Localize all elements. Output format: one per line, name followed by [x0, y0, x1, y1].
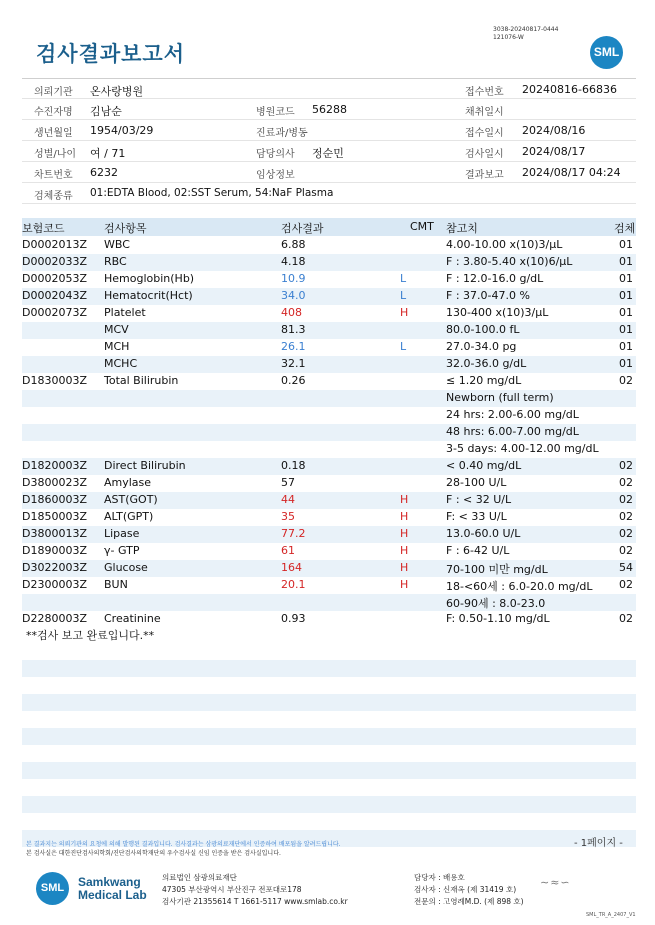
- cell-code: D0002053Z: [22, 272, 87, 285]
- cell-specimen: 01: [619, 272, 633, 285]
- cell-code: D0002033Z: [22, 255, 87, 268]
- cell-test-name: MCH: [104, 340, 130, 353]
- cell-reference: 60-90세 : 8.0-23.0: [446, 597, 546, 610]
- cell-result: 81.3: [281, 323, 306, 336]
- table-row: [22, 322, 636, 339]
- table-row: [22, 526, 636, 543]
- table-row: [22, 390, 636, 407]
- header-reference: 참고치: [446, 222, 478, 235]
- institution-label: 의뢰기관: [34, 87, 73, 98]
- table-row: [22, 543, 636, 560]
- cell-cmt-flag: H: [400, 510, 409, 523]
- table-row: [22, 254, 636, 271]
- footer-brand: [78, 876, 147, 902]
- empty-stripe: [22, 694, 636, 711]
- receipt-no-value: 20240816-66836: [522, 83, 617, 96]
- cell-result: 10.9: [281, 272, 306, 285]
- cell-cmt-flag: H: [400, 527, 409, 540]
- cell-test-name: Hemoglobin(Hb): [104, 272, 195, 285]
- table-row: [22, 356, 636, 373]
- test-date-label: 검사일시: [465, 149, 504, 160]
- hospital-code-label: 병원코드: [256, 107, 295, 118]
- receipt-date-label: 접수일시: [465, 128, 504, 139]
- table-row: [22, 441, 636, 458]
- cell-result: 77.2: [281, 527, 306, 540]
- cell-result: 34.0: [281, 289, 306, 302]
- cell-reference: F : 12.0-16.0 g/dL: [446, 272, 544, 285]
- cell-code: D1830003Z: [22, 374, 87, 387]
- cell-reference: 70-100 미만 mg/dL: [446, 563, 548, 576]
- cell-cmt-flag: L: [400, 272, 407, 285]
- table-row: [22, 509, 636, 526]
- cell-result: 35: [281, 510, 295, 523]
- cell-reference: 28-100 U/L: [446, 476, 507, 489]
- cell-reference: 130-400 x(10)3/μL: [446, 306, 549, 319]
- cell-test-name: ALT(GPT): [104, 510, 154, 523]
- table-row: [22, 373, 636, 390]
- cell-code: D1860003Z: [22, 493, 87, 506]
- header-test-name: 검사항목: [104, 222, 147, 235]
- cell-specimen: 01: [619, 323, 633, 336]
- receipt-no-label: 접수번호: [465, 87, 504, 98]
- cell-reference: 4.00-10.00 x(10)3/μL: [446, 238, 563, 251]
- signature-image: ∼≈∽: [540, 876, 571, 889]
- cell-specimen: 02: [619, 578, 633, 591]
- cell-code: D1850003Z: [22, 510, 87, 523]
- cell-specimen: 01: [619, 340, 633, 353]
- dept-label: 진료과/병동: [256, 128, 308, 139]
- cell-test-name: Direct Bilirubin: [104, 459, 186, 472]
- cell-cmt-flag: H: [400, 578, 409, 591]
- cell-reference: 80.0-100.0 fL: [446, 323, 520, 336]
- info-row-dob: [22, 120, 636, 141]
- cell-test-name: γ- GTP: [104, 544, 140, 557]
- table-row: [22, 458, 636, 475]
- cell-reference: 13.0-60.0 U/L: [446, 527, 521, 540]
- report-title: 검사결과보고서: [36, 42, 186, 66]
- info-row-name: [22, 99, 636, 120]
- table-row: [22, 237, 636, 254]
- cell-reference: F : 3.80-5.40 x(10)6/μL: [446, 255, 573, 268]
- cell-specimen: 02: [619, 476, 633, 489]
- table-row: [22, 305, 636, 322]
- table-row: [22, 594, 636, 611]
- cell-cmt-flag: H: [400, 493, 409, 506]
- cell-test-name: MCHC: [104, 357, 138, 370]
- collection-date-label: 채취일시: [465, 107, 504, 118]
- cell-reference: 48 hrs: 6.00-7.00 mg/dL: [446, 425, 579, 438]
- specimen-label: 검체종류: [34, 191, 73, 202]
- footer-addr-2: 47305 부산광역시 부산진구 전포대로178: [162, 885, 302, 894]
- cell-cmt-flag: H: [400, 544, 409, 557]
- cell-code: D3800013Z: [22, 527, 87, 540]
- footer-brand-line2: Medical Lab: [78, 888, 147, 902]
- footer-address: [162, 872, 348, 908]
- sex-age-label: 성별/나이: [34, 149, 77, 160]
- footer-note-1: 본 결과지는 의뢰기관의 요청에 의해 발행된 결과입니다. 검사결과는 삼광의료재단에서 인증하여 배포됨을 알려드립니다.: [26, 841, 341, 848]
- footer-staff: [414, 872, 524, 908]
- header-result: 검사결과: [281, 222, 324, 235]
- institution-value: 온사랑병원: [90, 85, 144, 98]
- cell-specimen: 01: [619, 306, 633, 319]
- doctor-label: 담당의사: [256, 149, 295, 160]
- cell-reference: 24 hrs: 2.00-6.00 mg/dL: [446, 408, 579, 421]
- empty-stripe: [22, 762, 636, 779]
- document-id-line2: 121076-W: [493, 34, 524, 41]
- cell-cmt-flag: L: [400, 289, 407, 302]
- table-row: [22, 407, 636, 424]
- header-code: 보험코드: [22, 222, 65, 235]
- info-row-institution: [22, 78, 636, 99]
- header-cmt: CMT: [410, 220, 434, 233]
- table-row: [22, 424, 636, 441]
- footer-addr-3: 검사기관 21355614 T 1661-5117 www.smlab.co.kr: [162, 897, 348, 906]
- footer-staff-1: 담당자 : 배용호: [414, 873, 465, 882]
- clinical-label: 임상정보: [256, 170, 295, 181]
- cell-result: 4.18: [281, 255, 306, 268]
- cell-test-name: Total Bilirubin: [104, 374, 179, 387]
- cell-cmt-flag: H: [400, 306, 409, 319]
- page-number: - 1페이지 -: [574, 838, 623, 849]
- table-row: [22, 475, 636, 492]
- table-row: [22, 339, 636, 356]
- cell-specimen: 01: [619, 255, 633, 268]
- cell-reference: 3-5 days: 4.00-12.00 mg/dL: [446, 442, 599, 455]
- cell-code: D3022003Z: [22, 561, 87, 574]
- report-complete-note: **검사 보고 완료입니다.**: [26, 629, 155, 642]
- cell-reference: 18-<60세 : 6.0-20.0 mg/dL: [446, 580, 593, 593]
- empty-stripe: [22, 796, 636, 813]
- cell-result: 0.26: [281, 374, 306, 387]
- cell-code: D0002013Z: [22, 238, 87, 251]
- cell-reference: F: < 33 U/L: [446, 510, 507, 523]
- cell-specimen: 54: [619, 561, 633, 574]
- cell-test-name: WBC: [104, 238, 130, 251]
- cell-specimen: 02: [619, 374, 633, 387]
- footer-notes: [26, 840, 341, 858]
- cell-result: 32.1: [281, 357, 306, 370]
- cell-specimen: 02: [619, 510, 633, 523]
- report-date-value: 2024/08/17 04:24: [522, 166, 621, 179]
- footer-addr-1: 의료법인 삼광의료재단: [162, 873, 237, 882]
- cell-result: 20.1: [281, 578, 306, 591]
- table-row: [22, 577, 636, 594]
- cell-code: D1820003Z: [22, 459, 87, 472]
- cell-reference: ≤ 1.20 mg/dL: [446, 374, 522, 387]
- document-id-line1: 3038-20240817-0444: [493, 26, 559, 33]
- results-table-header: [22, 218, 636, 236]
- footer-staff-2: 검사자 : 신재옥 (제 31419 호): [414, 885, 517, 894]
- document-id: [493, 26, 558, 42]
- cell-specimen: 02: [619, 527, 633, 540]
- cell-cmt-flag: L: [400, 340, 407, 353]
- footer-note-2: 본 검사실은 대한진단검사의학회/진단검사의학재단의 우수검사실 신임 인증을 받은 검사실입니다.: [26, 850, 281, 857]
- cell-test-name: Lipase: [104, 527, 140, 540]
- hospital-code-value: 56288: [312, 103, 347, 116]
- info-row-chart: [22, 162, 636, 183]
- cell-reference: F : 37.0-47.0 %: [446, 289, 530, 302]
- test-date-value: 2024/08/17: [522, 145, 586, 158]
- footer-sml-logo: SML: [36, 872, 69, 905]
- specimen-value: 01:EDTA Blood, 02:SST Serum, 54:NaF Plasma: [90, 187, 334, 199]
- cell-specimen: 01: [619, 238, 633, 251]
- table-row: [22, 492, 636, 509]
- cell-result: 57: [281, 476, 295, 489]
- table-row: [22, 271, 636, 288]
- cell-reference: 32.0-36.0 g/dL: [446, 357, 527, 370]
- cell-specimen: 02: [619, 493, 633, 506]
- cell-specimen: 01: [619, 357, 633, 370]
- cell-test-name: BUN: [104, 578, 128, 591]
- cell-code: D3800023Z: [22, 476, 87, 489]
- table-row: [22, 611, 636, 628]
- patient-name-value: 김남순: [90, 105, 122, 118]
- cell-code: D2300003Z: [22, 578, 87, 591]
- cell-reference: Newborn (full term): [446, 391, 554, 404]
- cell-reference: 27.0-34.0 pg: [446, 340, 517, 353]
- cell-code: D2280003Z: [22, 612, 87, 625]
- cell-code: D0002043Z: [22, 289, 87, 302]
- cell-cmt-flag: H: [400, 561, 409, 574]
- cell-result: 0.18: [281, 459, 306, 472]
- header-specimen: 검체: [614, 222, 636, 235]
- dob-label: 생년월일: [34, 128, 73, 139]
- cell-reference: < 0.40 mg/dL: [446, 459, 522, 472]
- sml-logo: SML: [590, 36, 623, 69]
- cell-test-name: RBC: [104, 255, 127, 268]
- receipt-date-value: 2024/08/16: [522, 124, 586, 137]
- cell-specimen: 01: [619, 289, 633, 302]
- cell-result: 61: [281, 544, 295, 557]
- table-row: [22, 560, 636, 577]
- cell-reference: F: 0.50-1.10 mg/dL: [446, 612, 550, 625]
- cell-result: 408: [281, 306, 302, 319]
- sex-age-value: 여 / 71: [90, 147, 126, 160]
- cell-reference: F : < 32 U/L: [446, 493, 512, 506]
- cell-result: 26.1: [281, 340, 306, 353]
- cell-reference: F : 6-42 U/L: [446, 544, 510, 557]
- cell-specimen: 02: [619, 612, 633, 625]
- cell-test-name: Hematocrit(Hct): [104, 289, 193, 302]
- table-row: [22, 288, 636, 305]
- cell-result: 0.93: [281, 612, 306, 625]
- report-date-label: 결과보고: [465, 170, 504, 181]
- info-row-sex-age: [22, 141, 636, 162]
- cell-result: 44: [281, 493, 295, 506]
- cell-code: D0002073Z: [22, 306, 87, 319]
- info-row-specimen: [22, 183, 636, 204]
- patient-name-label: 수진자명: [34, 107, 73, 118]
- dob-value: 1954/03/29: [90, 124, 154, 137]
- cell-test-name: Amylase: [104, 476, 152, 489]
- chart-no-value: 6232: [90, 166, 118, 179]
- cell-specimen: 02: [619, 544, 633, 557]
- doctor-value: 정순민: [312, 147, 344, 160]
- empty-stripe: [22, 660, 636, 677]
- cell-test-name: Glucose: [104, 561, 148, 574]
- footer-staff-3: 전문의 : 고영례M.D. (제 898 호): [414, 897, 524, 906]
- cell-test-name: Platelet: [104, 306, 146, 319]
- empty-stripe: [22, 728, 636, 745]
- cell-test-name: AST(GOT): [104, 493, 158, 506]
- cell-code: D1890003Z: [22, 544, 87, 557]
- cell-result: 164: [281, 561, 302, 574]
- footer-brand-line1: Samkwang: [78, 875, 141, 889]
- cell-test-name: Creatinine: [104, 612, 161, 625]
- chart-no-label: 차트번호: [34, 170, 73, 181]
- cell-result: 6.88: [281, 238, 306, 251]
- cell-test-name: MCV: [104, 323, 129, 336]
- form-code: SML_TR_A_2407_V1: [586, 912, 636, 918]
- cell-specimen: 02: [619, 459, 633, 472]
